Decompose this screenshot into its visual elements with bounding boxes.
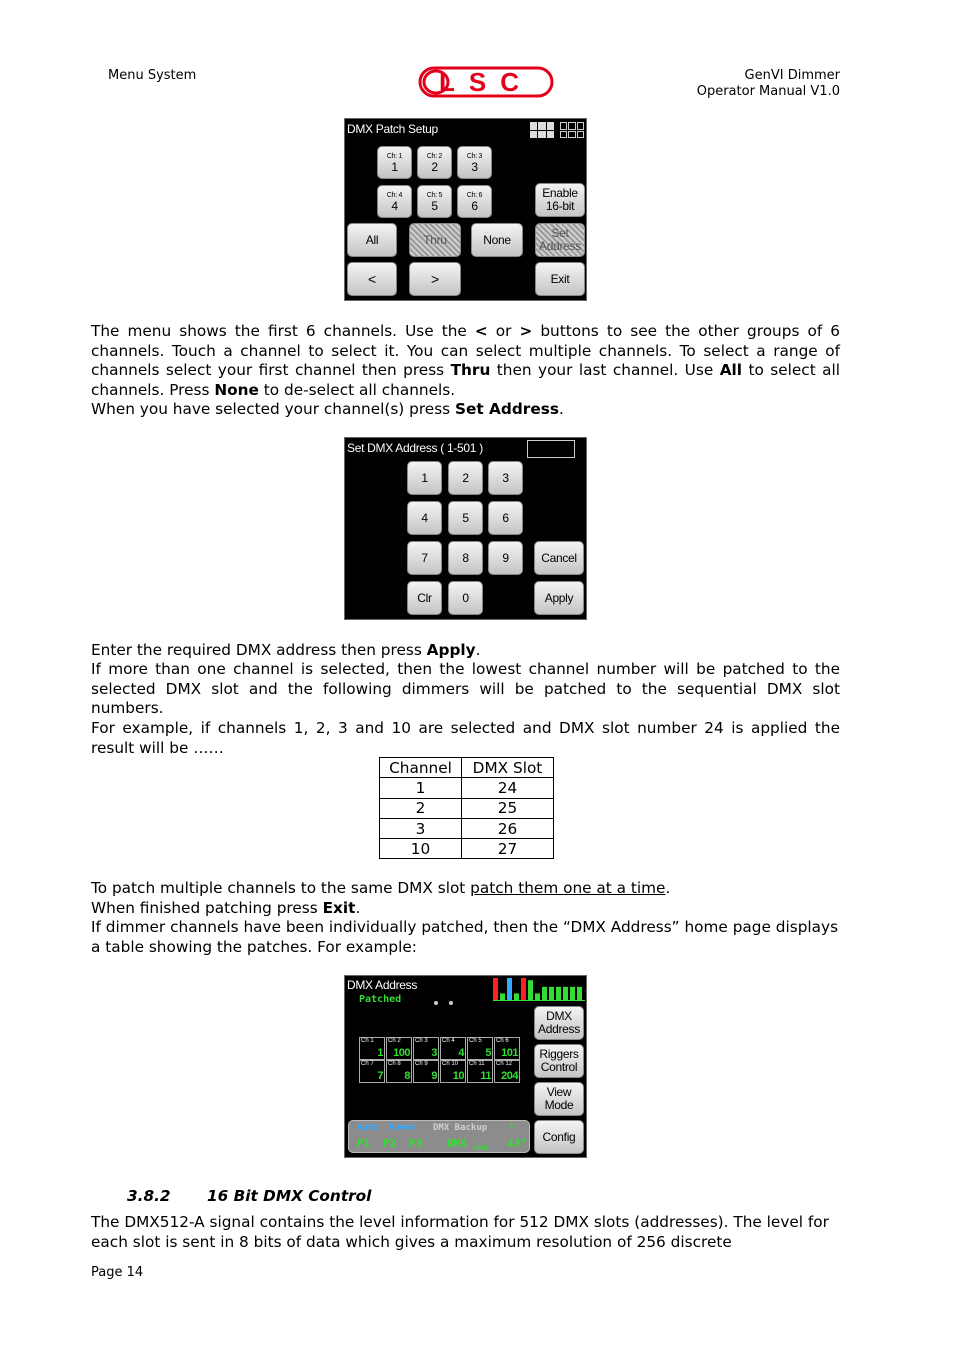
power-label: Power <box>389 1123 417 1133</box>
table-header-row <box>380 758 554 778</box>
set-address-button[interactable]: Set Address <box>535 223 585 257</box>
channel-cell-label: Ch 9 <box>415 1061 428 1067</box>
table-cell: 2 <box>380 798 462 818</box>
channel-cell-value: 204 <box>501 1070 518 1082</box>
temperature-label: 43° <box>507 1137 527 1150</box>
table-row <box>380 818 554 838</box>
clear-button[interactable]: Clr <box>407 581 442 615</box>
level-bar <box>570 987 575 1000</box>
channel-cell-value: 8 <box>404 1070 410 1082</box>
port-p1-label: P1 <box>357 1137 371 1150</box>
channel-cell-label: Ch 3 <box>415 1038 428 1044</box>
level-bar <box>535 993 540 1000</box>
table-row <box>380 839 554 859</box>
view-mode-button[interactable]: View Mode <box>534 1082 584 1116</box>
channel-cell <box>467 1060 493 1083</box>
paragraph-home-page: If dimmer channels have been individually patched, then the “DMX Address” home page displays a table showing the patches. For example: <box>91 918 839 956</box>
paragraph-channel-selection: The menu shows the first 6 channels. Use the < or > buttons to see the other groups of 6 channels. Touch a channel to select it. You can select multiple channels. To select a range of channels select your first channel then press Thru then your last channel. Use All to select all channels. Press None to de-select all channels. <box>91 322 840 399</box>
riggers-control-button[interactable]: Riggers Control <box>534 1044 584 1078</box>
grid-view-icon[interactable] <box>529 121 555 139</box>
term-label: TERM <box>473 1145 488 1152</box>
auto-label: Auto <box>357 1123 379 1133</box>
status-dot <box>434 1001 438 1005</box>
level-bar <box>521 978 526 1000</box>
channel-cell-label: Ch 8 <box>388 1061 401 1067</box>
apply-button[interactable]: Apply <box>534 581 584 615</box>
previous-group-button[interactable]: < <box>347 262 397 296</box>
channel-cell <box>386 1060 412 1083</box>
channel-cell-value: 9 <box>431 1070 437 1082</box>
next-group-button[interactable]: > <box>409 262 461 296</box>
table-cell: 3 <box>380 818 462 838</box>
lsc-logo <box>418 66 554 98</box>
paragraph-set-address: When you have selected your channel(s) press Set Address. <box>91 400 564 418</box>
table-cell: 1 <box>380 778 462 798</box>
paragraph-apply: Enter the required DMX address then press Apply. <box>91 641 481 659</box>
screen-title: Set DMX Address ( 1-501 ) <box>347 441 483 455</box>
channel-cell-label: Ch 11 <box>469 1061 485 1067</box>
key-1-button[interactable]: 1 <box>407 461 442 495</box>
channel-cell-label: Ch 2 <box>388 1038 401 1044</box>
channel-cell-value: 7 <box>377 1070 383 1082</box>
channel-4-button[interactable]: Ch: 4 4 <box>377 185 412 218</box>
channel-cell-value: 5 <box>485 1047 491 1059</box>
antenna-icon: ♆ <box>509 1122 515 1132</box>
header-product: GenVI Dimmer <box>744 68 840 83</box>
level-bar <box>556 987 561 1000</box>
thru-button[interactable]: Thru <box>409 223 461 257</box>
dmx-address-button[interactable]: DMX Address <box>534 1006 584 1040</box>
level-bar <box>577 987 582 1000</box>
level-bar <box>493 978 498 1000</box>
status-bar[interactable] <box>348 1120 530 1153</box>
screen-title: DMX Patch Setup <box>347 122 438 136</box>
table-cell: 27 <box>462 839 554 859</box>
channel-6-button[interactable]: Ch: 6 6 <box>457 185 492 218</box>
port-p3-label: P3 <box>409 1137 423 1150</box>
channel-cell-value: 11 <box>480 1070 491 1082</box>
key-7-button[interactable]: 7 <box>407 541 442 575</box>
channel-cell-label: Ch 5 <box>469 1038 482 1044</box>
channel-grid <box>359 1037 521 1083</box>
header-section-title: Menu System <box>108 68 197 83</box>
status-dot <box>449 1001 453 1005</box>
dmx-input-label: DMX <box>447 1137 467 1150</box>
header-manual-info <box>697 68 840 100</box>
table-cell: 26 <box>462 818 554 838</box>
channel-cell-label: Ch 6 <box>496 1038 509 1044</box>
level-meter <box>493 978 585 1002</box>
key-0-button[interactable]: 0 <box>448 581 483 615</box>
channel-cell <box>440 1037 466 1060</box>
channel-cell <box>494 1060 520 1083</box>
paragraph-multiple-channels: If more than one channel is selected, then the lowest channel number will be patched to the selected DMX slot and the following dimmers will be patched to the sequential DMX slot numbers. <box>91 660 840 717</box>
cancel-button[interactable]: Cancel <box>534 541 584 575</box>
level-bar <box>563 987 568 1000</box>
key-2-button[interactable]: 2 <box>448 461 483 495</box>
dmx-address-home-screen <box>344 975 587 1158</box>
none-button[interactable]: None <box>471 223 523 257</box>
channel-slot-table <box>379 757 554 859</box>
level-bar <box>514 993 519 1000</box>
channel-cell <box>413 1037 439 1060</box>
level-bar <box>549 987 554 1000</box>
level-bar <box>500 993 505 1000</box>
channel-cell-value: 101 <box>501 1047 518 1059</box>
channel-cell <box>359 1037 385 1060</box>
table-header-channel: Channel <box>380 758 462 778</box>
paragraph-same-slot: To patch multiple channels to the same DMX slot patch them one at a time. <box>91 879 671 897</box>
channel-2-button[interactable]: Ch: 2 2 <box>417 146 452 179</box>
section-title: 16 Bit DMX Control <box>207 1187 372 1205</box>
channel-cell-label: Ch 4 <box>442 1038 455 1044</box>
channel-cell-value: 100 <box>393 1047 410 1059</box>
address-value-display <box>527 440 575 458</box>
channel-cell-value: 4 <box>458 1047 464 1059</box>
patch-status: Patched <box>359 994 402 1005</box>
level-bar <box>542 987 547 1000</box>
channel-cell <box>467 1037 493 1060</box>
screen-title: DMX Address <box>347 978 418 992</box>
level-bar <box>528 980 533 1000</box>
grid-view-small-icon[interactable] <box>559 121 585 139</box>
channel-cell <box>386 1037 412 1060</box>
channel-cell <box>440 1060 466 1083</box>
exit-button[interactable]: Exit <box>535 262 585 296</box>
key-4-button[interactable]: 4 <box>407 501 442 535</box>
key-5-button[interactable]: 5 <box>448 501 483 535</box>
channel-cell-label: Ch 12 <box>496 1061 513 1067</box>
channel-5-button[interactable]: Ch: 5 5 <box>417 185 452 218</box>
port-p2-label: P2 <box>383 1137 397 1150</box>
paragraph-exit: When finished patching press Exit. <box>91 899 361 917</box>
channel-cell-label: Ch 7 <box>361 1061 374 1067</box>
table-row <box>380 798 554 818</box>
table-cell: 24 <box>462 778 554 798</box>
page-number: Page 14 <box>91 1265 144 1280</box>
channel-cell <box>413 1060 439 1083</box>
paragraph-example: For example, if channels 1, 2, 3 and 10 are selected and DMX slot number 24 is applied the result will be …… <box>91 719 840 757</box>
header-manual-version: Operator Manual V1.0 <box>696 84 840 99</box>
channel-cell <box>359 1060 385 1083</box>
channel-cell-value: 1 <box>377 1047 383 1059</box>
channel-1-button[interactable]: Ch: 1 1 <box>377 146 412 179</box>
key-8-button[interactable]: 8 <box>448 541 483 575</box>
dmx-backup-label: DMX Backup <box>433 1123 488 1133</box>
enable-16bit-button[interactable]: Enable 16-bit <box>535 183 585 217</box>
dmx-patch-setup-screen <box>344 118 587 301</box>
table-row <box>380 778 554 798</box>
table-cell: 10 <box>380 839 462 859</box>
channel-cell-label: Ch 10 <box>442 1061 459 1067</box>
set-dmx-address-screen <box>344 437 587 620</box>
logo-text: LSC <box>439 67 533 97</box>
paragraph-dmx512: The DMX512-A signal contains the level information for 512 DMX slots (addresses). The level for each slot is sent in 8 bits of data which gives a maximum resolution of 256 discrete <box>91 1213 829 1251</box>
all-button[interactable]: All <box>347 223 397 257</box>
section-number: 3.8.2 <box>127 1187 171 1205</box>
key-6-button[interactable]: 6 <box>488 501 523 535</box>
channel-cell-label: Ch 1 <box>361 1038 374 1044</box>
channel-3-button[interactable]: Ch: 3 3 <box>457 146 492 179</box>
level-bar <box>507 978 512 1000</box>
table-header-dmx-slot: DMX Slot <box>462 758 554 778</box>
key-9-button[interactable]: 9 <box>488 541 523 575</box>
channel-cell <box>494 1037 520 1060</box>
channel-cell-value: 3 <box>431 1047 437 1059</box>
table-cell: 25 <box>462 798 554 818</box>
channel-cell-value: 10 <box>452 1070 464 1082</box>
config-button[interactable]: Config <box>534 1120 584 1154</box>
key-3-button[interactable]: 3 <box>488 461 523 495</box>
section-heading <box>127 1187 371 1205</box>
